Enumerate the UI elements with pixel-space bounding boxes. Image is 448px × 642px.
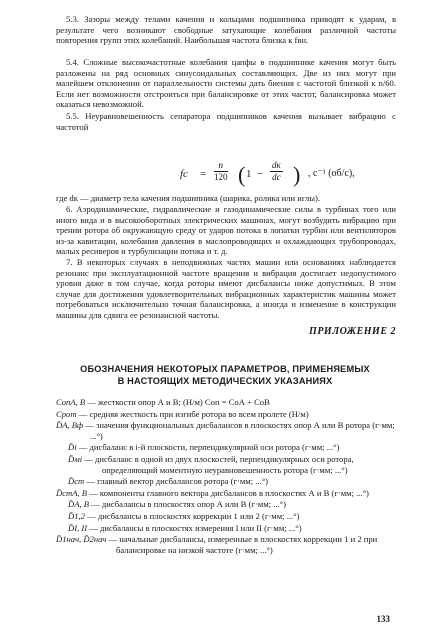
formula-equals: =: [200, 168, 207, 180]
definition-text: — дисбалансы в плоскостях опор А или В (г·мм; ...°): [91, 499, 286, 510]
formula-close-paren: ): [293, 162, 301, 187]
definition-text: — дисбалансы в плоскостях измерения I или II (г·мм; ...°): [89, 522, 302, 533]
definition-symbol: D̄i: [68, 442, 77, 453]
definition-symbol: D̄I, II: [68, 522, 88, 533]
definition-item: [56, 534, 401, 555]
definition-text: — главный вектор дисбалансов ротора (г·мм; ...°): [86, 476, 269, 487]
definition-item: [56, 442, 401, 453]
definition-symbol: D̄1нач, D̄2нач: [56, 534, 107, 545]
definition-item: [56, 409, 401, 420]
paragraph-5-4: 5.4. Сложные высокочастотные колебания цапфы в подшипнике качения могут быть разложены на ряд основных синусоидальных составляющих. Две из них могут при малейшем отклонении от параллельности системы дать биения с частотой близкой к n/60. Если нет возможности отстроиться при балансировке от этих частот, балансировка может оказаться невозможной.: [56, 57, 396, 110]
definition-symbol: D̄мi: [68, 453, 83, 464]
definition-text: — дисбаланс в одной из двух плоскостей, перпендикулярных оси ротора, определяющий моментную неуравновешенность ротора (г·мм; ...°): [84, 453, 354, 475]
paragraph-5-3: 5.3. Зазоры между телами качения и кольцами подшипника приводят к ударам, в результате чего возникают свободные затухающие колебания различной частоты повторения групп этих колебаний. Наибольшая частота близка к fвн.: [56, 14, 396, 46]
paragraph-5-5: 5.5. Неуравновешенность сепаратора подшипников качения вызывает вибрацию с частотой: [56, 111, 396, 132]
definition-symbol: CопА, В: [56, 397, 86, 407]
section-heading: [60, 363, 390, 387]
definition-text: — дисбаланс в i-й плоскости, перпендикулярной оси ротора (г·мм; ...°): [78, 442, 340, 453]
definition-item: [56, 420, 401, 441]
definition-item: [56, 397, 401, 408]
definition-symbol: D̄А, В: [68, 499, 90, 510]
formula-fraction-2: [270, 160, 283, 183]
paragraph-6: 6. Аэродинамические, гидравлические и газодинамические силы в турбинах того или иного вида и в высокооборотных электрических машинах, могут возбудить вибрацию при трении ротора об окружающую среду от ударов потока в лопатки турбин или вентиляторов из-за кавитации, колебания давления в маслопроводящих и охлаждающих трубопроводах, малых ресиверов и турбулизации потока и т. д.: [56, 204, 396, 257]
definition-item: [56, 476, 401, 487]
formula-minus: −: [257, 168, 264, 180]
heading-line-2: В НАСТОЯЩИХ МЕТОДИЧЕСКИХ УКАЗАНИЯХ: [117, 376, 333, 386]
appendix-label: ПРИЛОЖЕНИЕ 2: [309, 326, 396, 337]
paragraph-7: 7. В некоторых случаях в неподвижных частях машин или основаниях наблюдается резонанс при эксплуатационной частоте вращения и вибрация достигает недопустимого уровня даже в том случае, когда роторы имеют дисбалансы ниже допустимых. В этом случае для достижения удовлетворительных вибрационных характеристик машины может потребоваться исключительно точная балансировка, а иногда и изменение в конструкции машины для сдвига ее резонансной частоты.: [56, 257, 396, 320]
formula-lhs: fc: [180, 168, 188, 180]
formula-frac2-denominator: dc: [272, 172, 281, 182]
paragraph-dk-definition: где dк — диаметр тела качения подшипника (шарика, ролика или иглы).: [56, 193, 321, 203]
definition-text: — жесткости опор А и В; (Н/м) Cоп = CоА + CоВ: [87, 397, 270, 407]
formula-units: , с⁻¹ (об/с),: [308, 168, 355, 179]
separator-frequency-formula: [180, 158, 380, 192]
definition-symbol: Cрот: [56, 408, 77, 419]
definition-text: — компоненты главного вектора дисбалансов в плоскостях А и В (г·мм; ...°): [89, 487, 369, 498]
definition-symbol: D̄ст: [68, 476, 85, 487]
definition-item: [56, 454, 401, 475]
definition-item: [56, 511, 401, 522]
definition-text: — дисбалансы в плоскостях коррекции 1 или 2 (г·мм; ...°): [87, 510, 300, 521]
formula-one: 1: [246, 168, 252, 180]
definition-symbol: D̄А, Вф: [56, 420, 84, 431]
formula-open-paren: (: [238, 162, 246, 187]
definition-text: — начальные дисбалансы, измеренные в плоскостях коррекции 1 и 2 при балансировке на низкой частоте (г·мм; ...°): [108, 534, 378, 555]
definitions-list: [56, 397, 401, 556]
formula-frac1-denominator: 120: [214, 172, 228, 182]
definition-text: — значения функциональных дисбалансов в плоскостях опор А или В ротора (г·мм; ...°): [85, 420, 395, 441]
heading-line-1: ОБОЗНАЧЕНИЯ НЕКОТОРЫХ ПАРАМЕТРОВ, ПРИМЕНЯЕМЫХ: [80, 364, 370, 374]
formula-fraction-1: [214, 160, 228, 183]
definition-item: [56, 499, 401, 510]
definition-item: [56, 488, 401, 499]
formula-frac1-numerator: n: [214, 160, 228, 172]
definition-symbol: D̄1,2: [68, 510, 85, 521]
definition-text: — средняя жесткость при изгибе ротора во всем пролете (Н/м): [78, 408, 309, 419]
formula-frac2-numerator: dк: [272, 160, 281, 170]
page-number: 133: [376, 614, 390, 624]
definition-item: [56, 523, 401, 534]
definition-symbol: D̄стА, В: [56, 487, 88, 498]
